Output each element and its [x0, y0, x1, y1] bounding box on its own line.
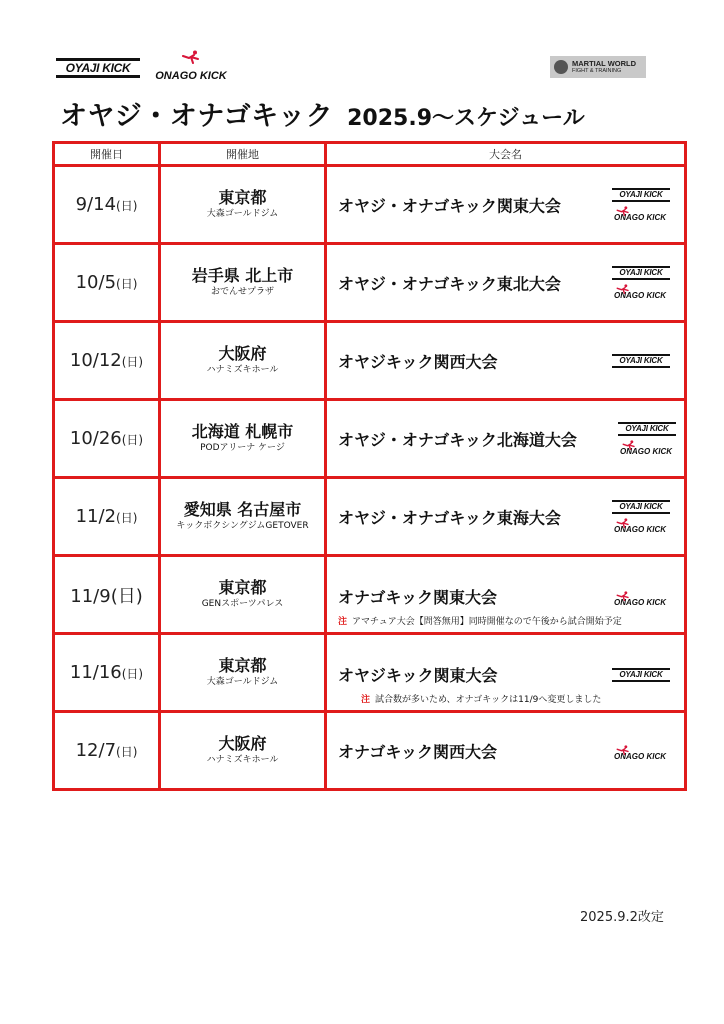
event-logos [606, 668, 670, 682]
venue-cell [160, 244, 326, 322]
onago-kick-logo-text: ONAGO KICK [614, 290, 666, 300]
event-name: オヤジキック関西大会 [338, 352, 498, 371]
kicking-figure-icon [182, 50, 200, 64]
date-value: 12/7 [75, 740, 117, 761]
kicking-figure-icon [616, 745, 630, 755]
kicking-figure-icon [616, 518, 630, 528]
weekday: (日) [121, 355, 144, 369]
note-text: 試合数が多いため、オナゴキックは11/9へ変更しました [375, 695, 602, 705]
venue-prefecture: 愛知県 名古屋市 [183, 500, 302, 520]
venue-cell [160, 166, 326, 244]
kicking-figure-icon [616, 284, 630, 294]
onago-kick-logo [616, 440, 676, 456]
event-logos [606, 500, 670, 534]
venue-name: キックボクシングジムGETOVER [176, 520, 309, 531]
onago-kick-logo [148, 54, 234, 82]
weekday: (日) [116, 745, 138, 759]
venue-cell [160, 400, 326, 478]
note-text: アマチュア大会【問答無用】同時開催なので午後から試合開始予定 [352, 617, 622, 627]
event-date [54, 166, 160, 244]
venue-cell [160, 634, 326, 712]
kicking-figure-icon [616, 591, 630, 601]
onago-kick-logo-text: ONAGO KICK [155, 70, 227, 82]
oyaji-kick-logo: OYAJI KICK [612, 500, 670, 514]
onago-kick-logo [610, 591, 670, 607]
venue-name: ハナミズキホール [206, 364, 279, 375]
event-date [54, 712, 160, 790]
table-row [54, 634, 686, 712]
event-logos [612, 422, 676, 456]
table-row [54, 322, 686, 400]
table-row [54, 556, 686, 634]
martial-world-logo [550, 56, 646, 78]
header-logos [56, 50, 656, 90]
oyaji-kick-logo: OYAJI KICK [612, 266, 670, 280]
event-name: オヤジ・オナゴキック東北大会 [338, 274, 561, 293]
event-name: オヤジ・オナゴキック関東大会 [338, 196, 561, 215]
event-date [54, 634, 160, 712]
date-value: 10/26 [69, 428, 122, 449]
date-value: 10/5 [75, 272, 117, 293]
onago-kick-logo-text: ONAGO KICK [614, 524, 666, 534]
event-cell [326, 244, 686, 322]
onago-kick-logo [610, 518, 670, 534]
event-cell [326, 634, 686, 712]
martial-world-emblem-icon [554, 60, 568, 74]
onago-kick-logo [610, 284, 670, 300]
title-sub: 2025.9〜スケジュール [347, 106, 585, 131]
table-row [54, 244, 686, 322]
onago-kick-logo [610, 206, 670, 222]
venue-prefecture: 岩手県 北上市 [191, 266, 294, 286]
event-note [338, 614, 622, 627]
schedule-table [52, 141, 687, 791]
note-mark: 注 [361, 695, 371, 705]
event-logos [606, 266, 670, 300]
onago-kick-logo-text: ONAGO KICK [614, 751, 666, 761]
note-mark: 注 [338, 617, 348, 627]
event-name: オナゴキック関西大会 [338, 742, 498, 761]
venue-name: GENスポーツパレス [201, 598, 284, 609]
event-cell [326, 400, 686, 478]
table-row [54, 166, 686, 244]
header-date: 開催日 [54, 143, 160, 166]
venue-name: おでんせプラザ [211, 286, 274, 297]
event-logos [606, 741, 670, 761]
event-cell [326, 556, 686, 634]
event-logos [606, 188, 670, 222]
kicking-figure-icon [616, 206, 630, 216]
table-row [54, 400, 686, 478]
event-cell [326, 478, 686, 556]
table-row [54, 478, 686, 556]
oyaji-kick-logo-text: OYAJI KICK [65, 61, 131, 75]
date-value: 11/16 [69, 662, 122, 683]
martial-world-tagline: FIGHT & TRAINING [572, 67, 622, 74]
weekday: (日) [116, 511, 138, 525]
weekday: (日) [121, 667, 144, 681]
event-logos [606, 354, 670, 368]
header-event: 大会名 [326, 143, 686, 166]
venue-cell [160, 478, 326, 556]
weekday: (日) [116, 277, 138, 291]
event-name: オナゴキック関東大会 [338, 588, 498, 607]
header-venue: 開催地 [160, 143, 326, 166]
table-row [54, 712, 686, 790]
venue-name: ハナミズキホール [206, 754, 279, 765]
event-date [54, 478, 160, 556]
date-value: 10/12 [69, 350, 122, 371]
oyaji-kick-logo: OYAJI KICK [612, 188, 670, 202]
onago-kick-logo-text: ONAGO KICK [614, 598, 666, 607]
event-date [54, 322, 160, 400]
venue-prefecture: 東京都 [218, 578, 267, 598]
event-cell [326, 712, 686, 790]
onago-kick-logo-text: ONAGO KICK [614, 212, 666, 222]
event-note [361, 692, 601, 705]
event-name: オヤジ・オナゴキック北海道大会 [338, 430, 577, 449]
venue-prefecture: 大阪府 [218, 734, 267, 754]
table-header-row [54, 143, 686, 166]
event-name: オヤジ・オナゴキック東海大会 [338, 508, 561, 527]
venue-name: 大森ゴールドジム [206, 208, 279, 219]
event-date [54, 244, 160, 322]
kicking-figure-icon [622, 440, 636, 450]
weekday: (日) [116, 199, 138, 213]
onago-kick-logo [610, 745, 670, 761]
onago-kick-logo-text: ONAGO KICK [620, 446, 672, 456]
venue-prefecture: 大阪府 [218, 344, 267, 364]
venue-cell [160, 556, 326, 634]
weekday: (日) [110, 585, 143, 607]
venue-cell [160, 712, 326, 790]
revision-date: 2025.9.2改定 [580, 910, 664, 925]
venue-prefecture: 北海道 札幌市 [191, 422, 294, 442]
date-value: 11/9 [70, 585, 111, 607]
date-value: 9/14 [75, 194, 117, 215]
oyaji-kick-logo: OYAJI KICK [612, 668, 670, 682]
title-main: オヤジ・オナゴキック [60, 101, 334, 132]
venue-cell [160, 322, 326, 400]
venue-name: 大森ゴールドジム [206, 676, 279, 687]
event-logos [606, 587, 670, 607]
martial-world-name: MARTIAL WORLD [572, 59, 637, 68]
event-name: オヤジキック関東大会 [338, 666, 498, 685]
event-cell [326, 322, 686, 400]
oyaji-kick-logo: OYAJI KICK [618, 422, 676, 436]
oyaji-kick-logo [56, 58, 140, 78]
oyaji-kick-logo: OYAJI KICK [612, 354, 670, 368]
venue-prefecture: 東京都 [218, 656, 267, 676]
venue-name: PODアリーナ ケージ [200, 442, 285, 453]
venue-prefecture: 東京都 [218, 188, 267, 208]
event-date [54, 556, 160, 634]
event-date [54, 400, 160, 478]
date-value: 11/2 [75, 506, 117, 527]
weekday: (日) [121, 433, 144, 447]
event-cell [326, 166, 686, 244]
page-title [60, 94, 585, 133]
